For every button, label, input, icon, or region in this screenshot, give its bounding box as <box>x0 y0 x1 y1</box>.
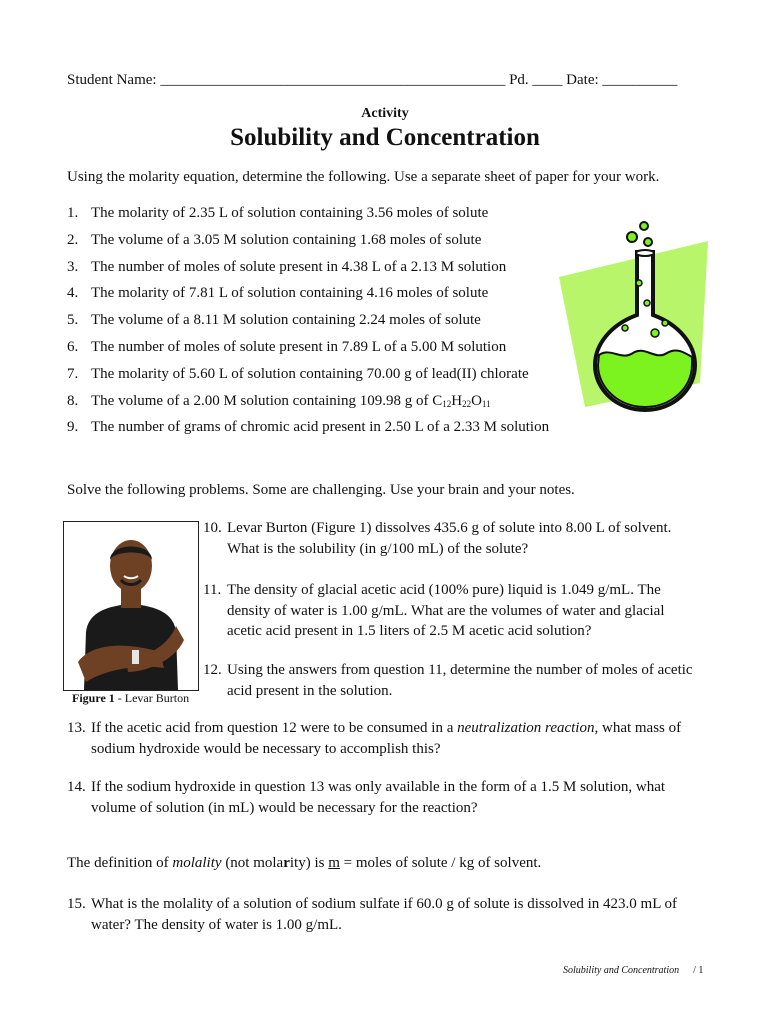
flask-rim <box>636 250 654 256</box>
question-number: 14. <box>67 779 86 795</box>
page-number: / 1 <box>693 965 704 976</box>
question-item <box>67 336 549 363</box>
question-text: The molarity of 7.81 L of solution containing 4.16 moles of solute <box>91 285 489 302</box>
question-number: 15. <box>67 896 86 912</box>
question-text: The number of grams of chromic acid present in 2.50 L of a 2.33 M solution <box>91 419 550 436</box>
question-text: The volume of a 8.11 M solution containing 2.24 moles of solute <box>91 312 481 329</box>
question-13 <box>67 718 707 760</box>
student-name-blank[interactable]: ______________________________________________ <box>160 72 506 88</box>
bubble-icon <box>640 222 648 230</box>
question-number: 9. <box>67 419 79 436</box>
footer-title: Solubility and Concentration <box>563 965 680 976</box>
flask-clipart <box>555 215 715 415</box>
question-text: The molarity of 2.35 L of solution containing 3.56 moles of solute <box>91 205 489 221</box>
question-text: The volume of a 3.05 M solution containing 1.68 moles of solute <box>91 231 482 248</box>
figure-caption: Figure 1 - Levar Burton <box>72 691 190 705</box>
figure-1-photo <box>63 521 199 691</box>
bubble-icon <box>627 232 637 242</box>
question-number: 13. <box>67 720 86 736</box>
question-text: If the sodium hydroxide in question 13 was only available in the form of a 1.5 M solution, what volume of solution (in mL) would be necessary for the reaction? <box>91 779 666 816</box>
solve-intro: Solve the following problems. Some are challenging. Use your brain and your notes. <box>67 482 575 498</box>
question-number: 6. <box>67 338 79 355</box>
question-text: What is the molality of a solution of sodium sulfate if 60.0 g of solute is dissolved in 423.0 mL of water? The density of water is 1.00 g/mL. <box>91 896 678 933</box>
question-number: 2. <box>67 231 79 248</box>
question-item <box>67 229 549 256</box>
bubble-icon <box>651 329 659 337</box>
date-blank[interactable]: __________ <box>602 72 678 88</box>
bubble-icon <box>644 300 650 306</box>
question-number: 3. <box>67 258 79 275</box>
activity-label: Activity <box>361 106 409 121</box>
bubble-icon <box>636 280 642 286</box>
page-footer <box>563 965 703 976</box>
period-blank[interactable]: ____ <box>532 72 563 88</box>
molality-definition: The definition of molality (not molarity) is m = moles of solute / kg of solvent. <box>67 855 542 871</box>
period-label: Pd. <box>509 72 529 88</box>
question-number: 10. <box>203 520 222 536</box>
question-12 <box>203 660 703 702</box>
question-10 <box>203 518 703 560</box>
question-number: 12. <box>203 662 222 678</box>
question-number: 11. <box>203 582 222 598</box>
question-14 <box>67 777 707 819</box>
question-text: The number of moles of solute present in 4.38 L of a 2.13 M solution <box>91 258 507 275</box>
bubble-icon <box>644 238 652 246</box>
question-item <box>67 202 549 229</box>
question-number: 5. <box>67 312 79 329</box>
question-15 <box>67 894 707 936</box>
bubble-icon <box>622 325 628 331</box>
question-number: 7. <box>67 365 79 382</box>
question-item <box>67 390 549 417</box>
question-item <box>67 363 549 390</box>
question-number: 8. <box>67 392 79 409</box>
intro-text: Using the molarity equation, determine the following. Use a separate sheet of paper for your work. <box>67 169 660 185</box>
question-text: The number of moles of solute present in 7.89 L of a 5.00 M solution <box>91 338 507 355</box>
question-text: The density of glacial acetic acid (100% pure) liquid is 1.049 g/mL. The density of water is 1.00 g/mL. What are the volumes of water and glacial acetic acid present in 1.5 liters of 2.5 M acetic acid solution? <box>227 582 665 639</box>
question-text: Levar Burton (Figure 1) dissolves 435.6 g of solute into 8.00 L of solvent. What is the solubility (in g/100 mL) of the solute? <box>227 520 672 557</box>
question-11 <box>203 580 703 642</box>
question-item <box>67 416 549 443</box>
molarity-question-list <box>67 202 549 443</box>
question-text: Using the answers from question 11, determine the number of moles of acetic acid present in the solution. <box>227 662 693 699</box>
date-label: Date: <box>566 72 599 88</box>
question-item <box>67 256 549 283</box>
student-info-line <box>67 70 707 90</box>
student-name-label: Student Name: <box>67 72 157 88</box>
bubble-icon <box>662 320 668 326</box>
question-item <box>67 309 549 336</box>
person-photo-icon <box>64 522 198 690</box>
page-title: Solubility and Concentration <box>230 124 540 151</box>
question-text: The molarity of 5.60 L of solution containing 70.00 g of lead(II) chlorate <box>91 365 529 382</box>
question-text: If the acetic acid from question 12 were to be consumed in a neutralization reaction, what mass of sodium hydroxide would be necessary to accomplish this? <box>91 720 682 757</box>
question-text: The volume of a 2.00 M solution containing 109.98 g of $C_{12}H_{22}O_{11}$ <box>91 392 491 409</box>
question-number: 1. <box>67 205 79 221</box>
question-number: 4. <box>67 285 79 302</box>
question-item <box>67 282 549 309</box>
